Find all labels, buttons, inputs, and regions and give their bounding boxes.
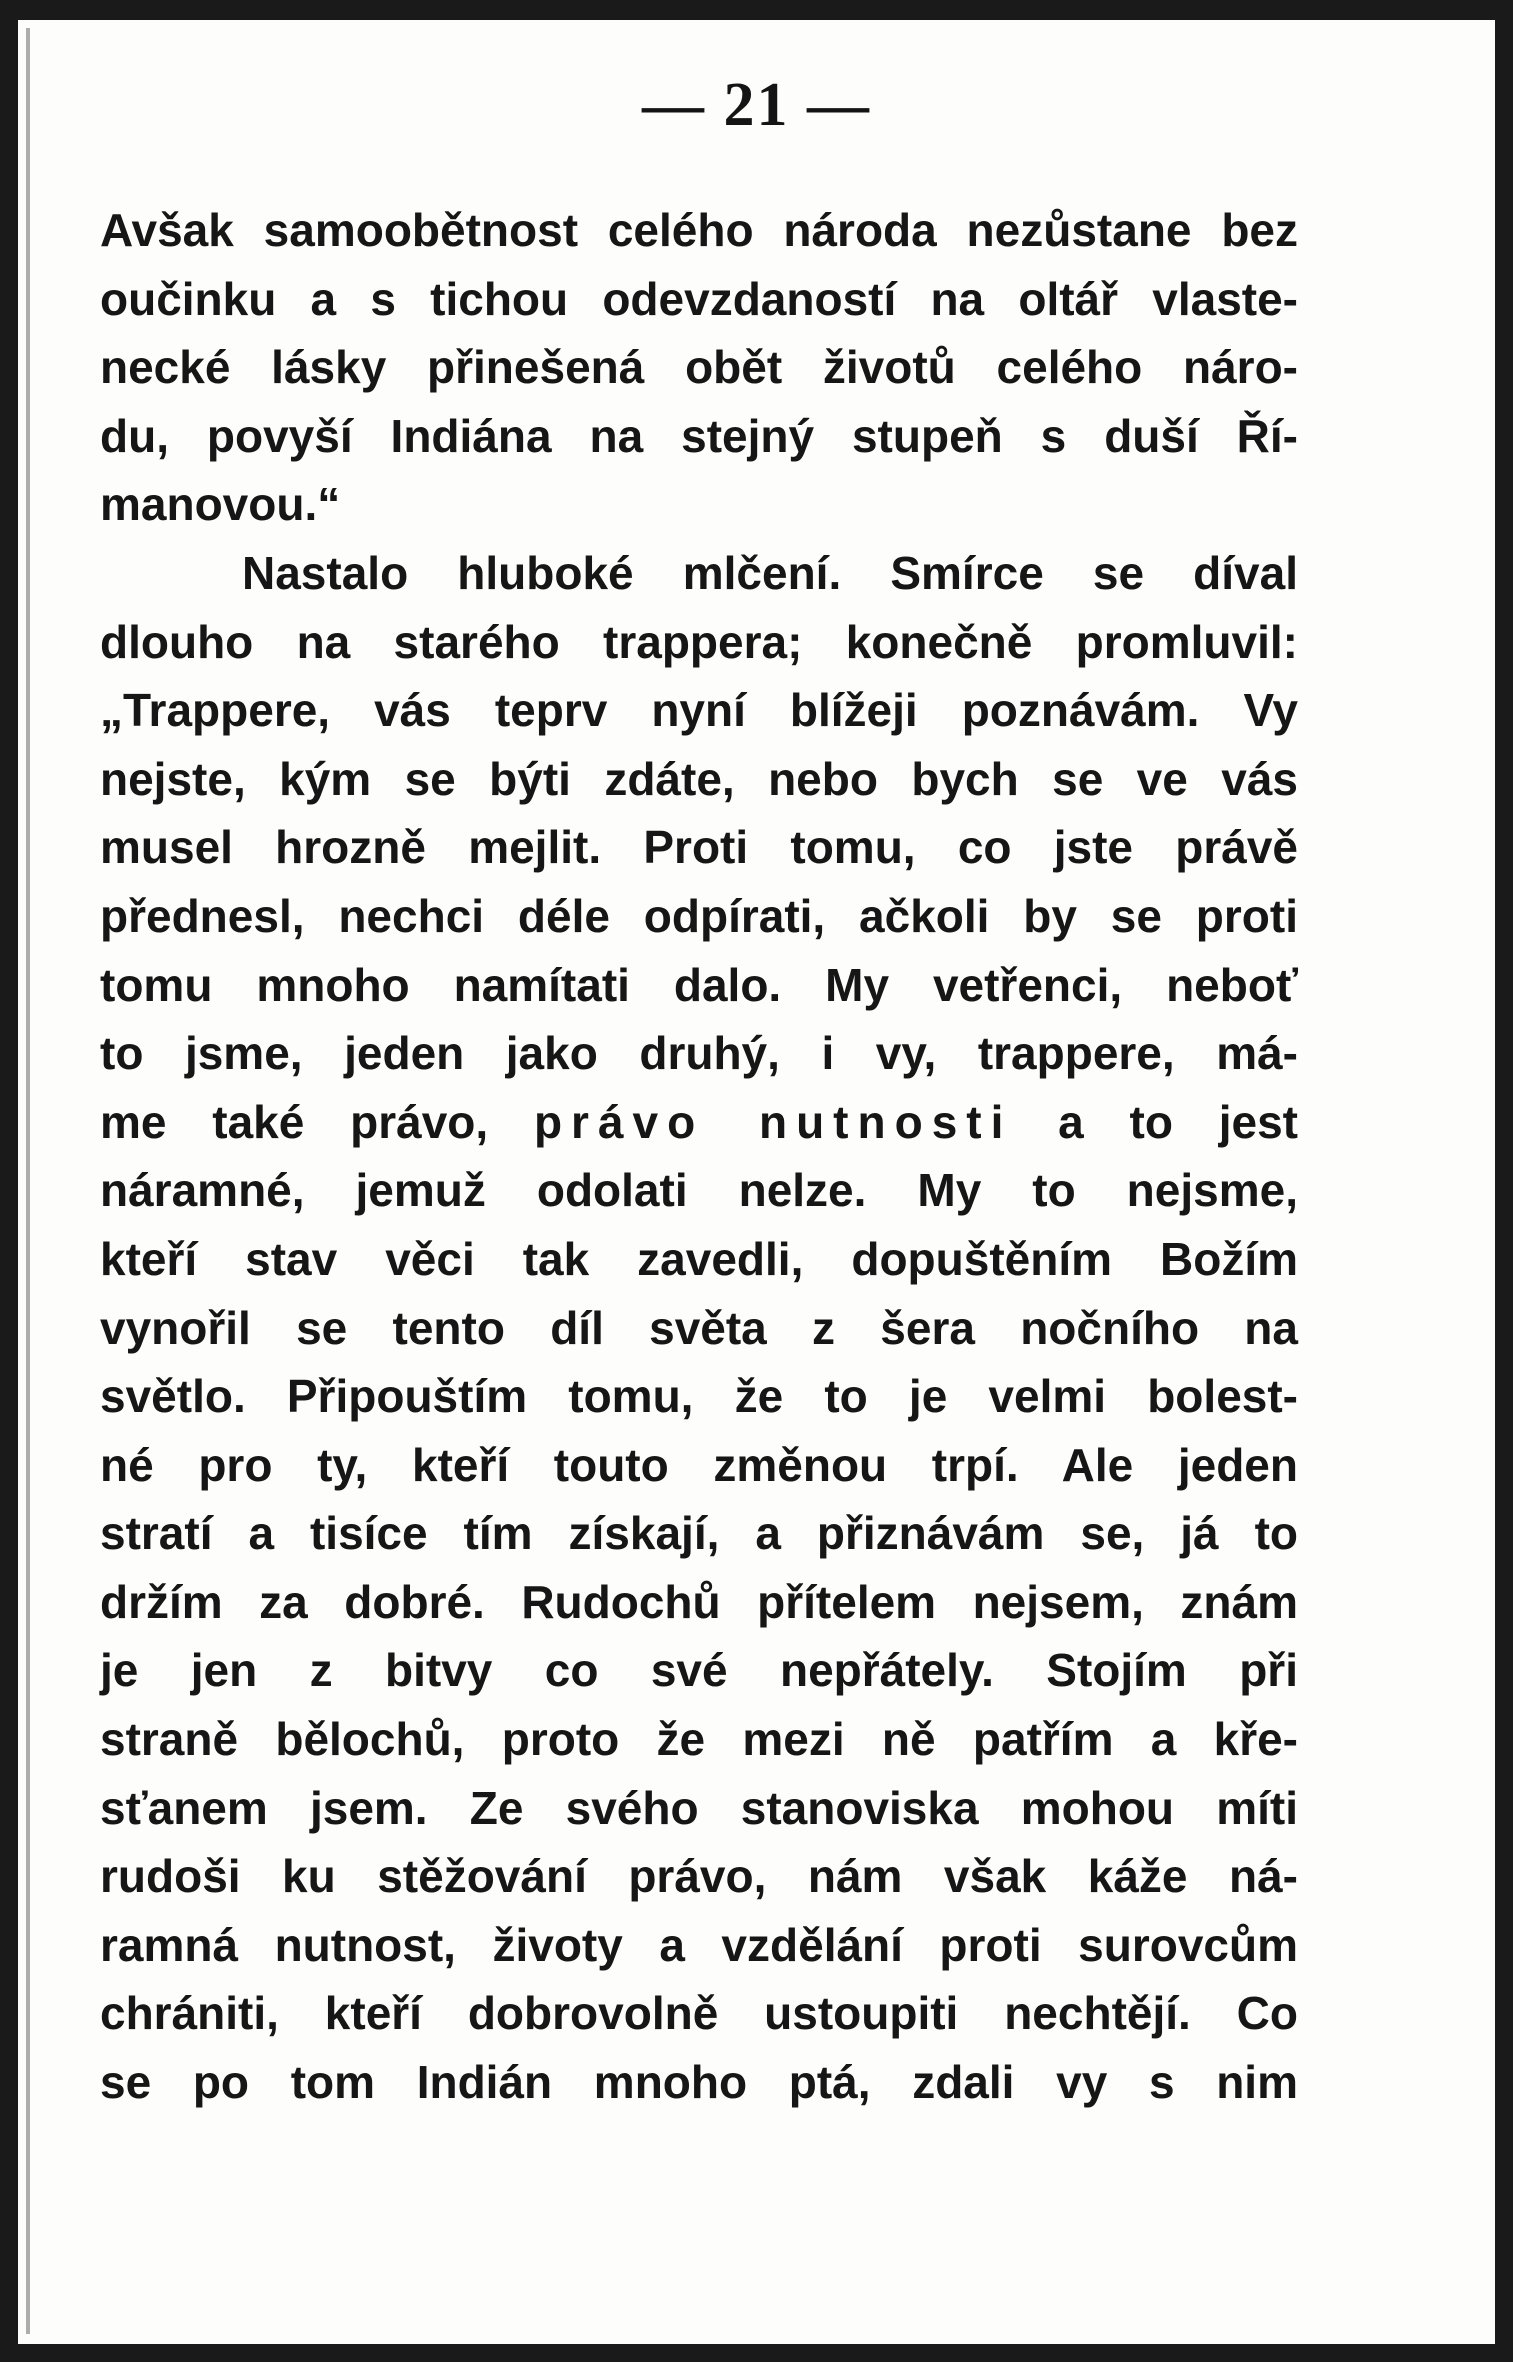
text-line: du, povyší Indiána na stejný stupeň s duší Ří- bbox=[100, 409, 1298, 462]
text-line: rudoši ku stěžování právo, nám však káže ná- bbox=[100, 1850, 1298, 1903]
text-fragment: me také právo, bbox=[100, 1095, 489, 1148]
text-line: kteří stav věci tak zavedli, dopuštěním Božím bbox=[100, 1232, 1298, 1285]
text-line: straně bělochů, proto že mezi ně patřím a kře- bbox=[100, 1713, 1298, 1766]
text-line: „Trappere, vás teprv nyní blížeji poznávám. Vy bbox=[100, 684, 1298, 737]
text-line: světlo. Připouštím tomu, že to je velmi bolest- bbox=[100, 1370, 1298, 1423]
text-line bbox=[100, 1088, 1298, 1157]
body-text bbox=[100, 196, 1298, 2117]
text-line: manovou.“ bbox=[100, 478, 341, 531]
text-line: přednesl, nechci déle odpírati, ačkoli by se proti bbox=[100, 889, 1298, 942]
text-line: chrániti, kteří dobrovolně ustoupiti nechtějí. Co bbox=[100, 1987, 1298, 2040]
text-line: musel hrozně mejlit. Proti tomu, co jste právě bbox=[100, 821, 1298, 874]
text-line: necké lásky přinešená obět životů celého náro- bbox=[100, 341, 1298, 394]
text-fragment: a to jest bbox=[1058, 1095, 1298, 1148]
text-line: náramné, jemuž odolati nelze. My to nejsme, bbox=[100, 1164, 1298, 1217]
text-line: dlouho na starého trappera; konečně promluvil: bbox=[100, 615, 1298, 668]
text-line: držím za dobré. Rudochů přítelem nejsem, znám bbox=[100, 1575, 1298, 1628]
text-line: Avšak samoobětnost celého národa nezůstane bez bbox=[100, 204, 1298, 256]
text-line: tomu mnoho namítati dalo. My vetřenci, neboť bbox=[100, 958, 1298, 1011]
text-line: se po tom Indián mnoho ptá, zdali vy s nim bbox=[100, 2056, 1298, 2109]
page-edge-shadow bbox=[26, 28, 30, 2334]
text-line: oučinku a s tichou odevzdaností na oltář vlaste- bbox=[100, 272, 1298, 325]
text-line: né pro ty, kteří touto změnou trpí. Ale jeden bbox=[100, 1438, 1298, 1491]
text-line: ramná nutnost, životy a vzdělání proti surovcům bbox=[100, 1918, 1298, 1971]
text-line: sťanem jsem. Ze svého stanoviska mohou míti bbox=[100, 1781, 1298, 1834]
text-line: to jsme, jeden jako druhý, i vy, trappere, má- bbox=[100, 1027, 1298, 1080]
text-line: vynořil se tento díl světa z šera nočního na bbox=[100, 1301, 1298, 1354]
emphasized-phrase: právo nutnosti bbox=[533, 1095, 1013, 1148]
text-line: stratí a tisíce tím získají, a přiznávám se, já to bbox=[100, 1507, 1298, 1560]
text-line: Nastalo hluboké mlčení. Smírce se díval bbox=[242, 546, 1298, 599]
text-line: je jen z bitvy co své nepřátely. Stojím při bbox=[100, 1644, 1298, 1697]
page-number: — 21 — bbox=[642, 71, 871, 139]
text-line: nejste, kým se býti zdáte, nebo bych se ve vás bbox=[100, 752, 1298, 805]
